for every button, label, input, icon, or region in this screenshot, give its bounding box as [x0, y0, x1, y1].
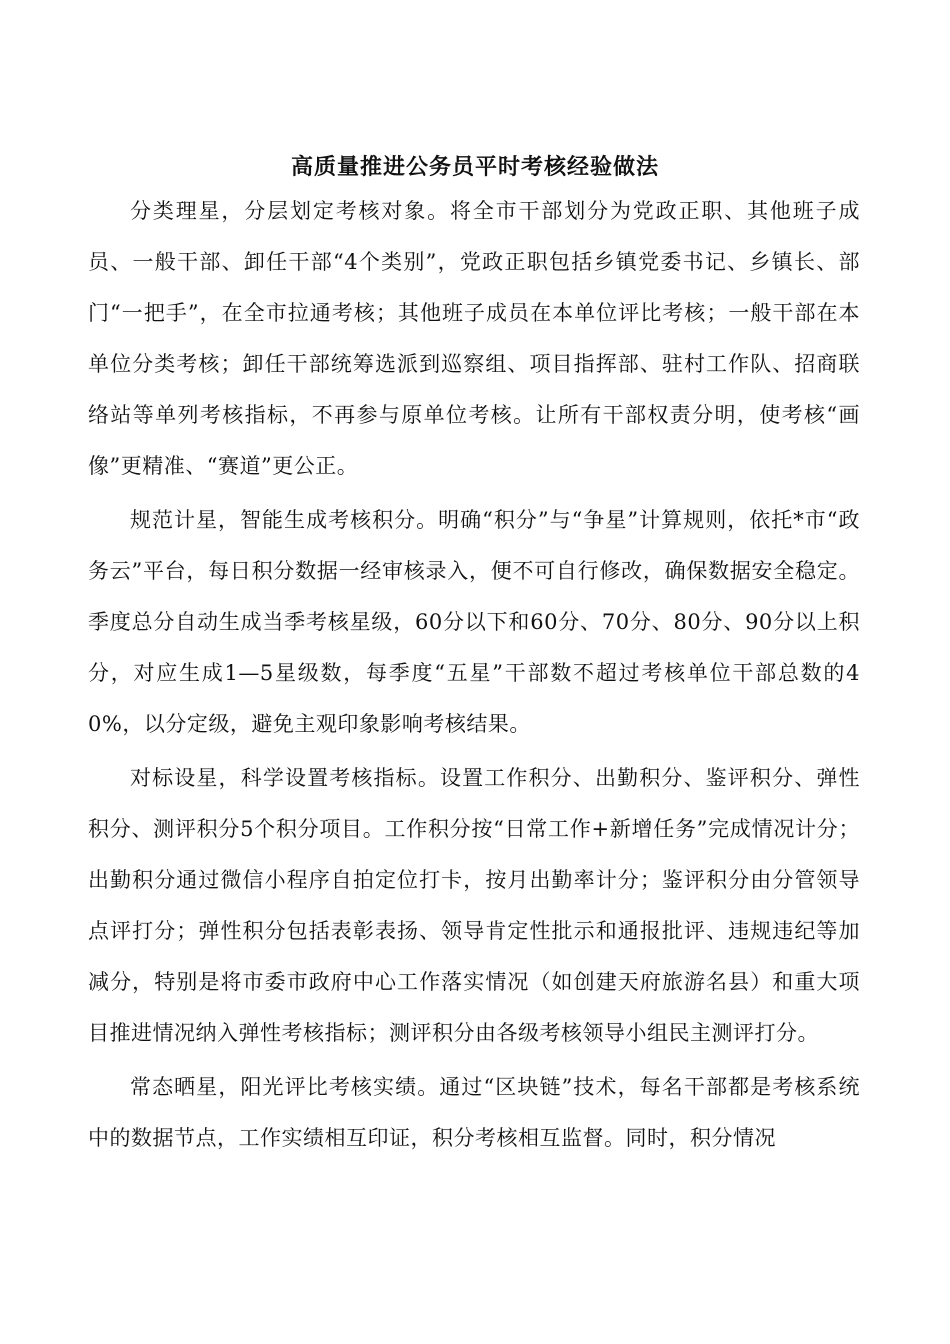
document-body — [88, 186, 860, 1164]
document-title: 高质量推进公务员平时考核经验做法 — [290, 153, 659, 180]
paragraph-publicity: 常态晒星，阳光评比考核实绩。通过“区块链”技术，每名干部都是考核系统中的数据节点，工作实绩相互印证，积分考核相互监督。同时，积分情况 — [88, 1075, 860, 1150]
paragraph-scoring: 规范计星，智能生成考核积分。明确“积分”与“争星”计算规则，依托*市“政务云”平台，每日积分数据一经审核录入，便不可自行修改，确保数据安全稳定。季度总分自动生成当季考核星级，60分以下和60分、70分、80分、90分以上积分，对应生成1—5星级数，每季度“五星”干部数不超过考核单位干部总数的40%，以分定级，避免主观印象影响考核结果。 — [88, 508, 860, 736]
paragraph-classification: 分类理星，分层划定考核对象。将全市干部划分为党政正职、其他班子成员、一般干部、卸任干部“4个类别”，党政正职包括乡镇党委书记、乡镇长、部门“一把手”，在全市拉通考核；其他班子成员在本单位评比考核；一般干部在本单位分类考核；卸任干部统筹选派到巡察组、项目指挥部、驻村工作队、招商联络站等单列考核指标，不再参与原单位考核。让所有干部权责分明，使考核“画像”更精准、“赛道”更公正。 — [88, 199, 860, 478]
paragraph-indicators: 对标设星，科学设置考核指标。设置工作积分、出勤积分、鉴评积分、弹性积分、测评积分5个积分项目。工作积分按“日常工作+新增任务”完成情况计分；出勤积分通过微信小程序自拍定位打卡，按月出勤率计分；鉴评积分由分管领导点评打分；弹性积分包括表彰表扬、领导肯定性批示和通报批评、违规违纪等加减分，特别是将市委市政府中心工作落实情况（如创建天府旅游名县）和重大项目推进情况纳入弹性考核指标；测评积分由各级考核领导小组民主测评打分。 — [88, 766, 860, 1045]
